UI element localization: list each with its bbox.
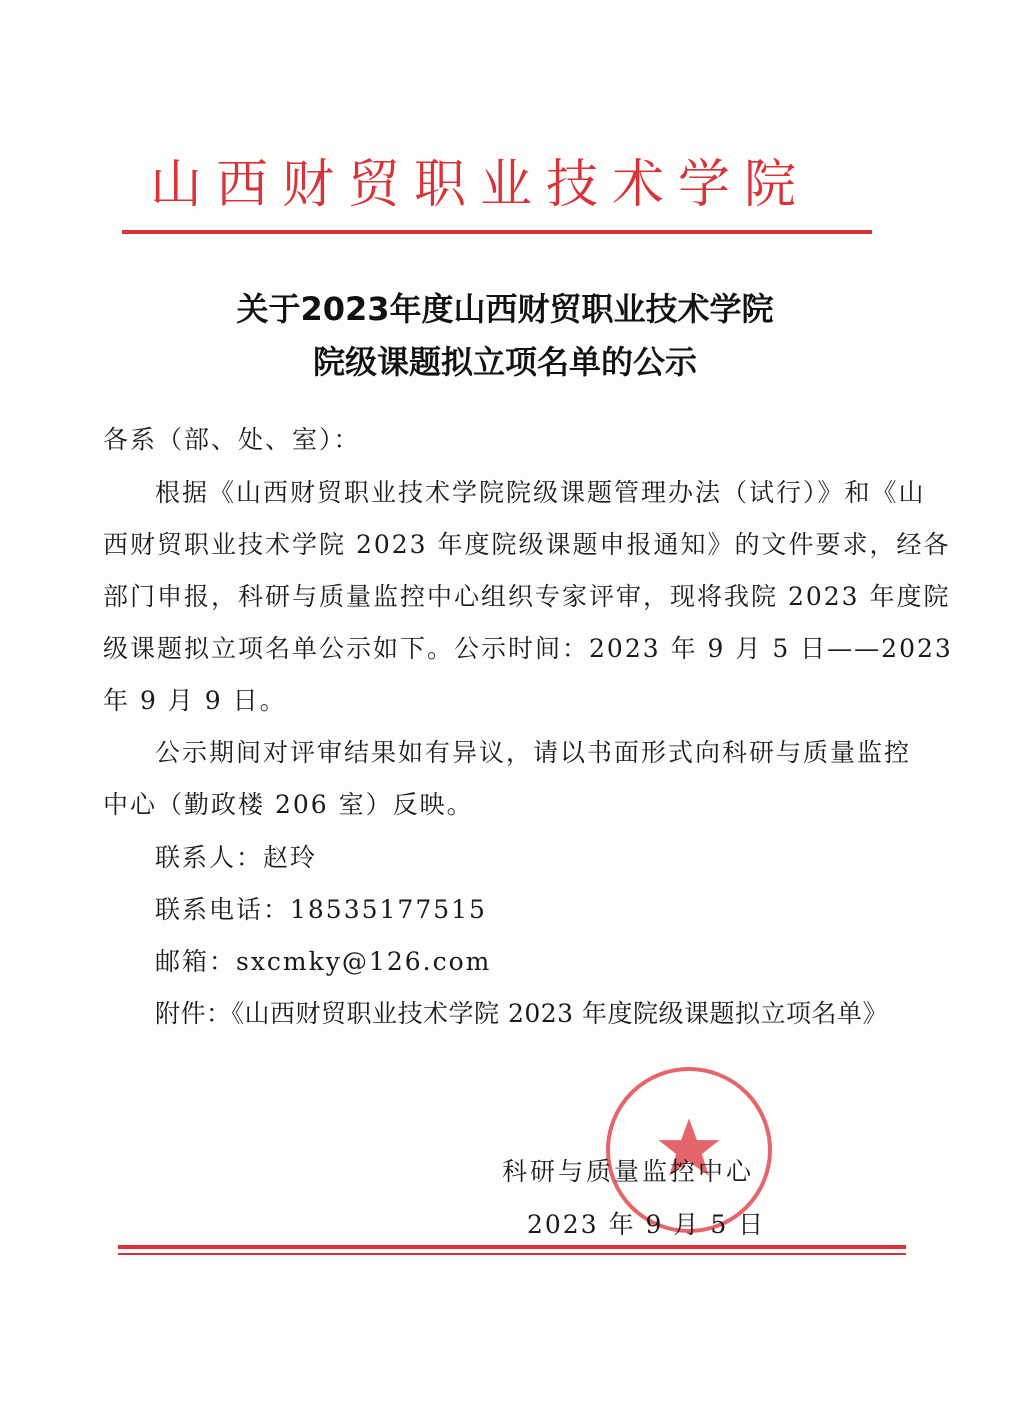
paragraph-1-line: 部门申报，科研与质量监控中心组织专家评审，现将我院 2023 年度院 xyxy=(103,582,951,611)
contact-email: 邮箱：sxcmky@126.com xyxy=(155,947,492,976)
paragraph-1-line: 根据《山西财贸职业技术学院院级课题管理办法（试行）》和《山 xyxy=(155,478,926,507)
paragraph-1-line: 级课题拟立项名单公示如下。公示时间：2023 年 9 月 5 日——2023 xyxy=(103,634,953,663)
paragraph-2-line: 公示期间对评审结果如有异议，请以书面形式向科研与质量监控 xyxy=(155,738,912,767)
document-title-line2: 院级课题拟立项名单的公示 xyxy=(312,343,697,381)
contact-phone: 联系电话：18535177515 xyxy=(155,895,487,924)
letterhead-divider xyxy=(122,230,872,234)
letterhead-org-name: 山西财贸职业技术学院 xyxy=(150,155,811,215)
footer-divider-thick xyxy=(118,1245,906,1249)
signature-department: 科研与质量监控中心 xyxy=(502,1157,755,1186)
contact-person: 联系人：赵玲 xyxy=(155,843,318,872)
footer-divider-thin xyxy=(118,1253,906,1255)
document-title-line1: 关于2023年度山西财贸职业技术学院 xyxy=(236,290,774,328)
attachment: 附件：《山西财贸职业技术学院 2023 年度院级课题拟立项名单》 xyxy=(155,999,889,1028)
salutation: 各系（部、处、室）： xyxy=(103,425,361,454)
paragraph-1-line: 年 9 月 9 日。 xyxy=(103,686,287,715)
paragraph-2-line: 中心（勤政楼 206 室）反映。 xyxy=(103,790,474,819)
signature-date: 2023 年 9 月 5 日 xyxy=(527,1210,766,1239)
paragraph-1-line: 西财贸职业技术学院 2023 年度院级课题申报通知》的文件要求，经各 xyxy=(103,530,951,559)
